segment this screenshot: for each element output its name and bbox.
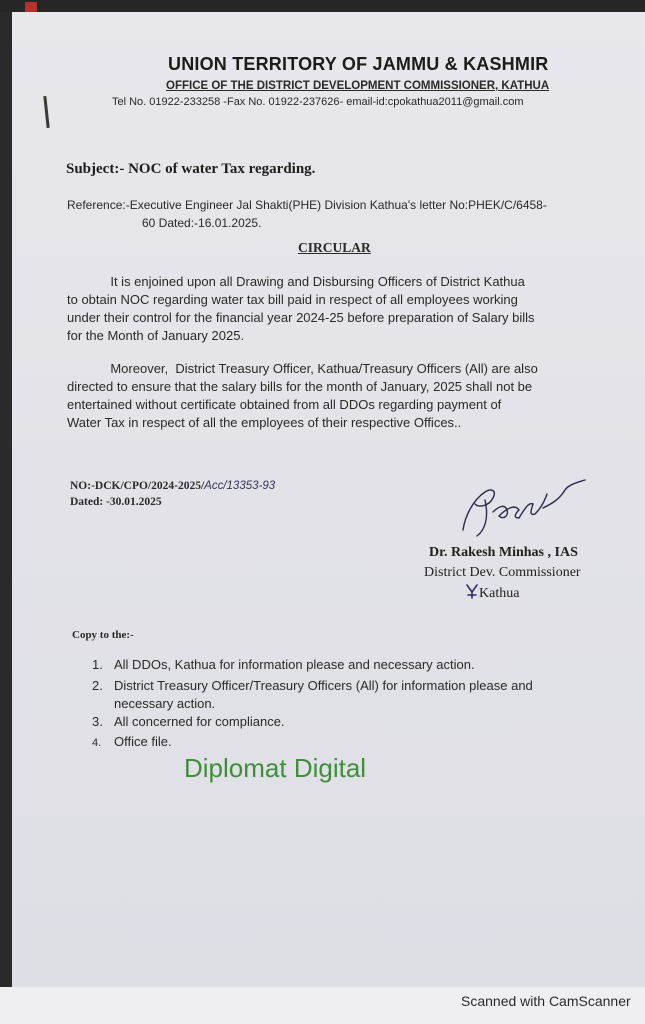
top-bar (0, 0, 645, 12)
paragraph-1-line: for the Month of January 2025. (67, 328, 245, 343)
order-number-prefix: NO:-DCK/CPO/2024-2025/ (70, 480, 205, 492)
list-item (92, 677, 533, 694)
order-number-handwritten: Acc/13353-93 (204, 480, 276, 492)
signatory-name: Dr. Rakesh Minhas , IAS (429, 545, 578, 560)
header-contact: Tel No. 01922-233258 -Fax No. 01922-237626- email-id:cpokathua2011@gmail.com (112, 96, 524, 108)
reference-line-2: 60 Dated:-16.01.2025. (142, 216, 262, 230)
paragraph-2-line: Moreover, District Treasury Officer, Kathua/Treasury Officers (All) are also (67, 361, 538, 376)
list-item-number: 1. (92, 657, 103, 672)
list-item-number: 2. (92, 678, 103, 693)
signatory-place (465, 583, 519, 602)
signatory-designation: District Dev. Commissioner (424, 565, 581, 580)
paragraph-2-line: directed to ensure that the salary bills for the month of January, 2025 shall not be (67, 379, 533, 394)
signatory-place-text: Kathua (479, 586, 520, 601)
list-item-text: District Treasury Officer/Treasury Officers (All) for information please and (114, 678, 533, 693)
signature-image (455, 478, 595, 540)
paragraph-1-line: under their control for the financial year 2024-25 before preparation of Salary bills (67, 310, 535, 325)
scanner-footer-text: Scanned with CamScanner (461, 993, 631, 1009)
list-item (92, 713, 285, 730)
circular-heading: CIRCULAR (298, 240, 371, 255)
paragraph-1-line: It is enjoined upon all Drawing and Disbursing Officers of District Kathua (67, 274, 525, 289)
list-item (92, 733, 172, 752)
initial-mark-icon (465, 583, 479, 599)
list-item-text: Office file. (114, 734, 172, 749)
header-title: UNION TERRITORY OF JAMMU & KASHMIR (168, 54, 549, 74)
watermark-text: Diplomat Digital (184, 753, 367, 783)
order-date: Dated: -30.01.2025 (70, 496, 162, 508)
top-accent-mark (25, 2, 37, 12)
subject-line: Subject:- NOC of water Tax regarding. (66, 161, 316, 177)
paragraph-2 (67, 360, 538, 432)
paragraph-2-line: entertained without certificate obtained from all DDOs regarding payment of (67, 397, 502, 412)
header-office: OFFICE OF THE DISTRICT DEVELOPMENT COMMISSIONER, KATHUA (166, 80, 550, 92)
list-item-number: 4. (92, 737, 102, 749)
reference-line-1: Reference:-Executive Engineer Jal Shakti(PHE) Division Kathua's letter No:PHEK/C/6458- (67, 198, 547, 212)
paragraph-2-line: Water Tax in respect of all the employees of their respective Offices.. (67, 415, 462, 430)
list-item-text: All DDOs, Kathua for information please and necessary action. (114, 657, 475, 672)
paragraph-1-line: to obtain NOC regarding water tax bill paid in respect of all employees working (67, 292, 518, 307)
list-item-number: 3. (92, 714, 103, 729)
paragraph-1 (67, 273, 535, 345)
copy-to-heading: Copy to the:- (72, 629, 134, 641)
list-item-continuation: necessary action. (114, 696, 216, 711)
list-item (92, 656, 475, 673)
order-number (70, 480, 275, 492)
list-item-text: All concerned for compliance. (114, 714, 285, 729)
